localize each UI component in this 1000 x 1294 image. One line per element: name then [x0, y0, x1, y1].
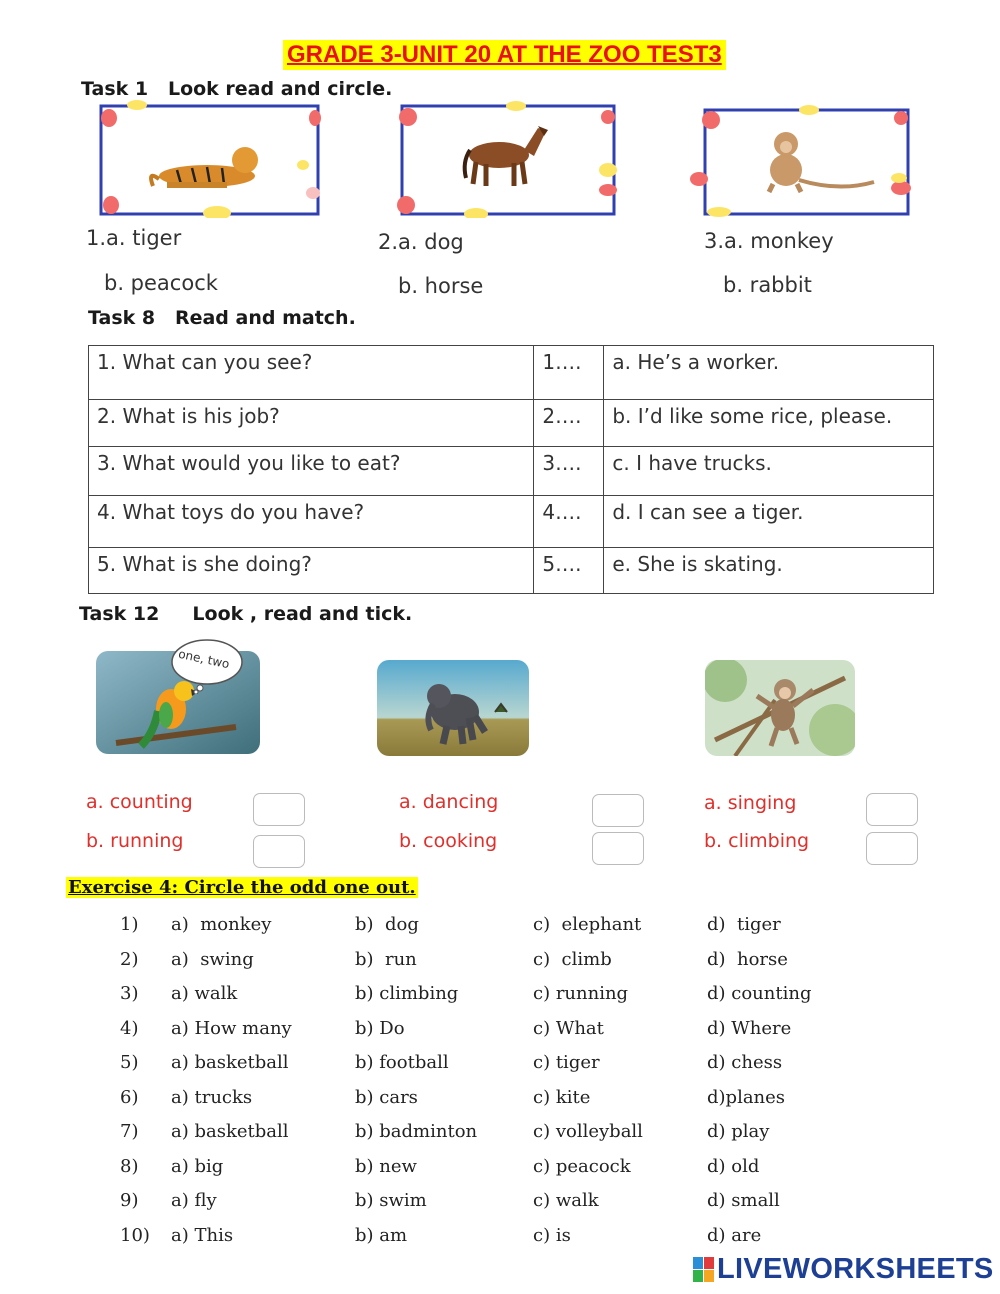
tick-item3-option-b: b. climbing [704, 830, 810, 852]
elephant-picture [377, 660, 529, 756]
task1-item3-option-b[interactable]: b. rabbit [723, 273, 812, 297]
exercise4-item-number: 3) [120, 983, 139, 1005]
exercise4-option-b[interactable]: b) cars [355, 1086, 418, 1108]
question-cell: 1. What can you see? [89, 346, 534, 400]
exercise4-option-a[interactable]: a) How many [171, 1017, 292, 1039]
exercise4-item-number: 10) [120, 1224, 150, 1246]
monkey-image [769, 132, 874, 192]
answer-blank[interactable]: 5…. [534, 548, 604, 594]
tick-item2-option-a: a. dancing [399, 791, 499, 813]
answer-cell: b. I’d like some rice, please. [604, 400, 934, 447]
answer-blank[interactable]: 4…. [534, 496, 604, 548]
exercise4-item-number: 4) [120, 1017, 139, 1039]
table-row [89, 346, 934, 400]
answer-cell: c. I have trucks. [604, 447, 934, 496]
exercise4-option-c[interactable]: c) climb [533, 948, 612, 970]
exercise4-option-d[interactable]: d) chess [707, 1052, 783, 1074]
exercise4-option-b[interactable]: b) climbing [355, 983, 459, 1005]
task1-item1-option-b[interactable]: b. peacock [104, 271, 218, 295]
exercise4-option-a[interactable]: a) fly [171, 1190, 217, 1212]
task8-heading: Task 8 Read and match. [88, 307, 356, 329]
task1-item2-option-a[interactable]: 2.a. dog [378, 230, 464, 254]
task1-heading: Task 1 Look read and circle. [81, 78, 393, 100]
horse-picture-frame [396, 100, 621, 218]
tick-item3-option-a: a. singing [704, 792, 797, 814]
exercise4-option-d[interactable]: d) tiger [707, 914, 781, 935]
exercise4-option-a[interactable]: a) basketball [171, 1052, 289, 1074]
exercise4-option-a[interactable]: a) trucks [171, 1086, 253, 1108]
exercise4-option-b[interactable]: b) swim [355, 1190, 427, 1212]
exercise4-option-c[interactable]: c) peacock [533, 1155, 631, 1177]
task1-item1-option-a[interactable]: 1.a. tiger [86, 226, 182, 250]
speech-bubble [170, 638, 244, 694]
question-cell: 2. What is his job? [89, 400, 534, 447]
exercise4-option-d[interactable]: d) old [707, 1155, 760, 1177]
exercise4-option-b[interactable]: b) dog [355, 914, 419, 935]
tick-box[interactable] [866, 793, 918, 826]
exercise4-option-d[interactable]: d) counting [707, 983, 812, 1005]
exercise4-item-number: 9) [120, 1190, 139, 1212]
table-row [89, 496, 934, 548]
tick-item2-option-b: b. cooking [399, 830, 498, 852]
answer-cell: d. I can see a tiger. [604, 496, 934, 548]
exercise4-option-d[interactable]: d) play [707, 1121, 770, 1143]
tick-box[interactable] [253, 835, 305, 868]
exercise4-option-b[interactable]: b) Do [355, 1017, 405, 1039]
answer-cell: e. She is skating. [604, 548, 934, 594]
tick-item1-option-b: b. running [86, 830, 184, 852]
horse-image [465, 126, 548, 186]
exercise4-option-a[interactable]: a) swing [171, 948, 254, 970]
logo-text: LIVEWORKSHEETS [717, 1253, 994, 1285]
task12-heading: Task 12 Look , read and tick. [79, 603, 413, 625]
monkey-picture-frame [689, 100, 914, 218]
worksheet-title: GRADE 3-UNIT 20 AT THE ZOO TEST3 [283, 40, 726, 70]
question-cell: 4. What toys do you have? [89, 496, 534, 548]
question-cell: 3. What would you like to eat? [89, 447, 534, 496]
logo-mark-icon [693, 1257, 715, 1283]
exercise4-option-c[interactable]: c) What [533, 1017, 604, 1039]
exercise4-option-c[interactable]: c) elephant [533, 914, 642, 935]
exercise4-item-number: 7) [120, 1121, 139, 1143]
exercise4-item-number: 1) [120, 914, 139, 935]
answer-blank[interactable]: 3…. [534, 447, 604, 496]
exercise4-item-number: 8) [120, 1155, 139, 1177]
exercise4-option-a[interactable]: a) This [171, 1224, 234, 1246]
answer-cell: a. He’s a worker. [604, 346, 934, 400]
exercise4-option-d[interactable]: d) small [707, 1190, 780, 1212]
answer-blank[interactable]: 1…. [534, 346, 604, 400]
tiger-picture-frame [97, 100, 322, 218]
exercise4-option-c[interactable]: c) running [533, 983, 629, 1005]
exercise4-option-b[interactable]: b) run [355, 948, 417, 970]
exercise4-option-d[interactable]: d) horse [707, 948, 788, 970]
table-row [89, 447, 934, 496]
exercise4-option-a[interactable]: a) monkey [171, 914, 272, 935]
exercise4-option-d[interactable]: d) Where [707, 1017, 792, 1039]
tick-box[interactable] [592, 794, 644, 827]
answer-blank[interactable]: 2…. [534, 400, 604, 447]
question-cell: 5. What is she doing? [89, 548, 534, 594]
table-row [89, 548, 934, 594]
exercise4-item-number: 5) [120, 1052, 139, 1074]
exercise4-option-c[interactable]: c) kite [533, 1086, 591, 1108]
liveworksheets-logo [690, 1253, 994, 1288]
exercise4-option-b[interactable]: b) football [355, 1052, 449, 1074]
match-table [88, 345, 934, 594]
exercise4-option-a[interactable]: a) big [171, 1155, 224, 1177]
tick-box[interactable] [592, 832, 644, 865]
exercise4-option-a[interactable]: a) walk [171, 983, 238, 1005]
tiger-image [151, 147, 258, 188]
climbing-monkey-picture [705, 660, 855, 756]
table-row [89, 400, 934, 447]
tick-item1-option-a: a. counting [86, 791, 193, 813]
tick-box[interactable] [253, 793, 305, 826]
exercise4-option-d[interactable]: d)planes [707, 1086, 786, 1108]
exercise4-option-c[interactable]: c) volleyball [533, 1121, 643, 1143]
exercise4-option-b[interactable]: b) new [355, 1155, 417, 1177]
task1-item3-option-a[interactable]: 3.a. monkey [704, 229, 834, 253]
exercise4-option-a[interactable]: a) basketball [171, 1121, 289, 1143]
exercise4-heading: Exercise 4: Circle the odd one out. [68, 877, 416, 898]
exercise4-option-c[interactable]: c) tiger [533, 1052, 600, 1074]
exercise4-option-d[interactable]: d) are [707, 1224, 762, 1246]
task1-item2-option-b[interactable]: b. horse [398, 274, 484, 298]
exercise4-item-number: 2) [120, 948, 139, 970]
exercise4-option-c[interactable]: c) walk [533, 1190, 599, 1212]
exercise4-option-b[interactable]: b) am [355, 1224, 408, 1246]
exercise4-option-c[interactable]: c) is [533, 1224, 571, 1246]
exercise4-item-number: 6) [120, 1086, 139, 1108]
tick-box[interactable] [866, 832, 918, 865]
exercise4-option-b[interactable]: b) badminton [355, 1121, 478, 1143]
speech-bubble-text: one, two [177, 646, 231, 672]
